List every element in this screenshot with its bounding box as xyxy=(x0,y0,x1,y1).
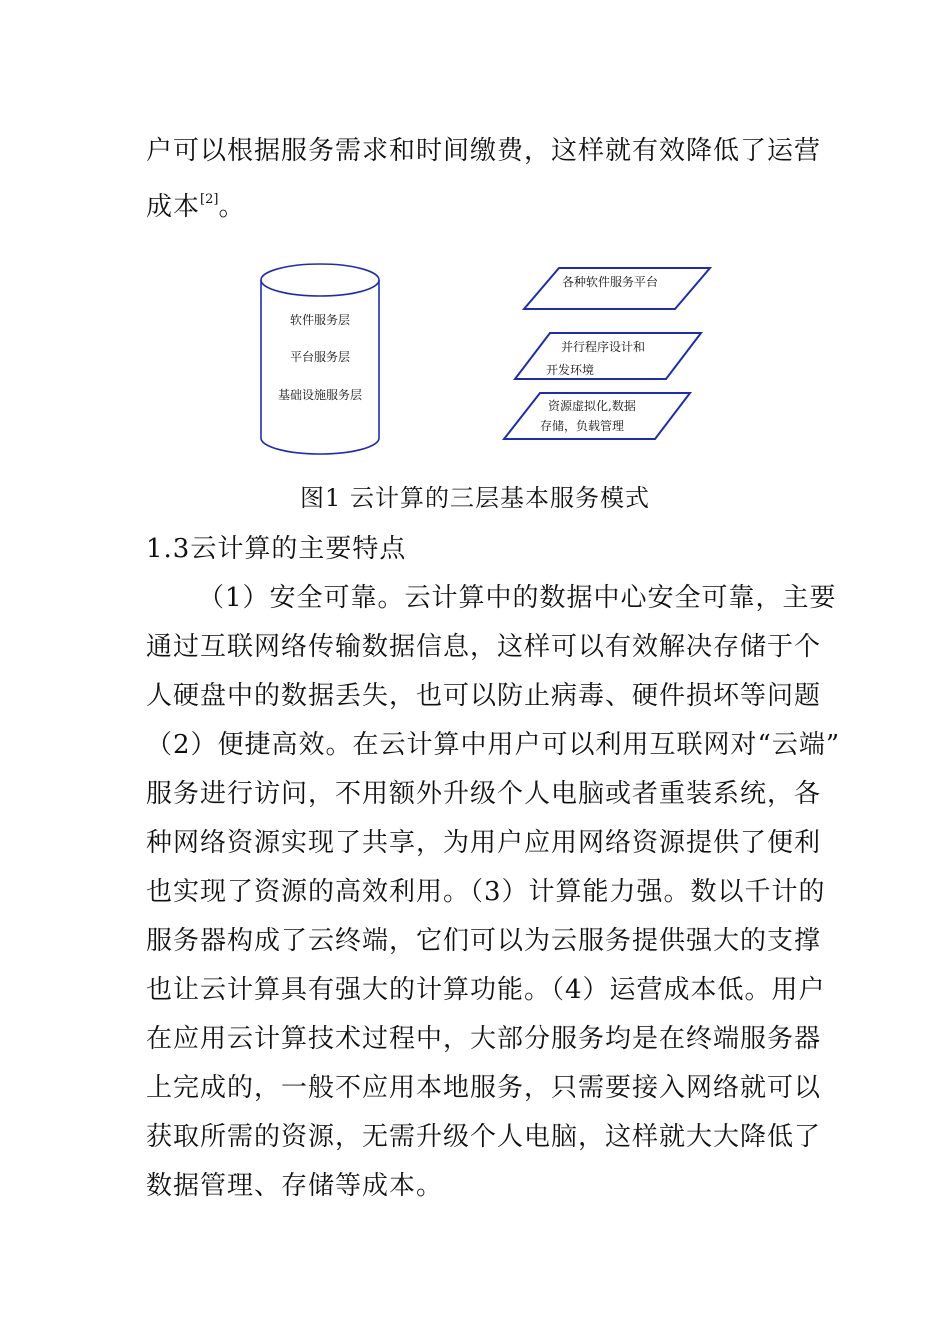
intro-line-1: 户可以根据服务需求和时间缴费，这样就有效降低了运营 xyxy=(146,136,822,166)
plane-infrastructure-label-1: 资源虚拟化,数据 xyxy=(548,399,636,413)
body-line-7: 也实现了资源的高效利用。（3）计算能力强。数以千计的 xyxy=(146,877,826,907)
body-line-1: （1）安全可靠。云计算中的数据中心安全可靠，主要 xyxy=(198,583,837,613)
plane-platform-label-2: 开发环境 xyxy=(546,363,595,377)
body-line-12: 获取所需的资源，无需升级个人电脑，这样就大大降低了 xyxy=(146,1122,822,1152)
body-line-10: 在应用云计算技术过程中，大部分服务均是在终端服务器 xyxy=(146,1024,822,1054)
plane-platform-label-1: 并行程序设计和 xyxy=(561,340,646,354)
section-heading: 1.3云计算的主要特点 xyxy=(146,534,407,564)
intro-line-2-text: 成本 xyxy=(146,192,201,222)
service-model-diagram xyxy=(250,258,720,458)
service-model-figure xyxy=(250,258,720,458)
body-line-13: 数据管理、存储等成本。 xyxy=(146,1171,444,1201)
plane-infrastructure-label-2: 存储，负载管理 xyxy=(540,419,625,433)
body-line-5: 服务进行访问，不用额外升级个人电脑或者重装系统，各 xyxy=(146,779,822,809)
cylinder-layer-infrastructure: 基础设施服务层 xyxy=(277,388,363,402)
body-line-11: 上完成的，一般不应用本地服务，只需要接入网络就可以 xyxy=(146,1073,822,1103)
body-line-6: 种网络资源实现了共享，为用户应用网络资源提供了便利 xyxy=(146,828,822,858)
body-line-3: 人硬盘中的数据丢失，也可以防止病毒、硬件损坏等问题 xyxy=(146,681,822,711)
plane-software-label: 各种软件服务平台 xyxy=(562,275,659,289)
cylinder-layer-software: 软件服务层 xyxy=(289,313,351,327)
body-line-8: 服务器构成了云终端，它们可以为云服务提供强大的支撑 xyxy=(146,926,822,956)
body-line-2: 通过互联网络传输数据信息，这样可以有效解决存储于个 xyxy=(146,632,822,662)
cylinder-layer-platform: 平台服务层 xyxy=(289,350,351,364)
cylinder-top xyxy=(261,264,379,296)
cylinder-bottom xyxy=(261,438,379,454)
citation-ref: [2] xyxy=(200,192,219,207)
body-line-9: 也让云计算具有强大的计算功能。（4）运营成本低。用户 xyxy=(146,975,826,1005)
intro-line-2-end: 。 xyxy=(218,192,246,222)
figure-caption: 图1 云计算的三层基本服务模式 xyxy=(300,484,650,512)
intro-line-2 xyxy=(146,184,245,223)
body-line-4: （2）便捷高效。在云计算中用户可以利用互联网对“云端” xyxy=(146,730,841,760)
